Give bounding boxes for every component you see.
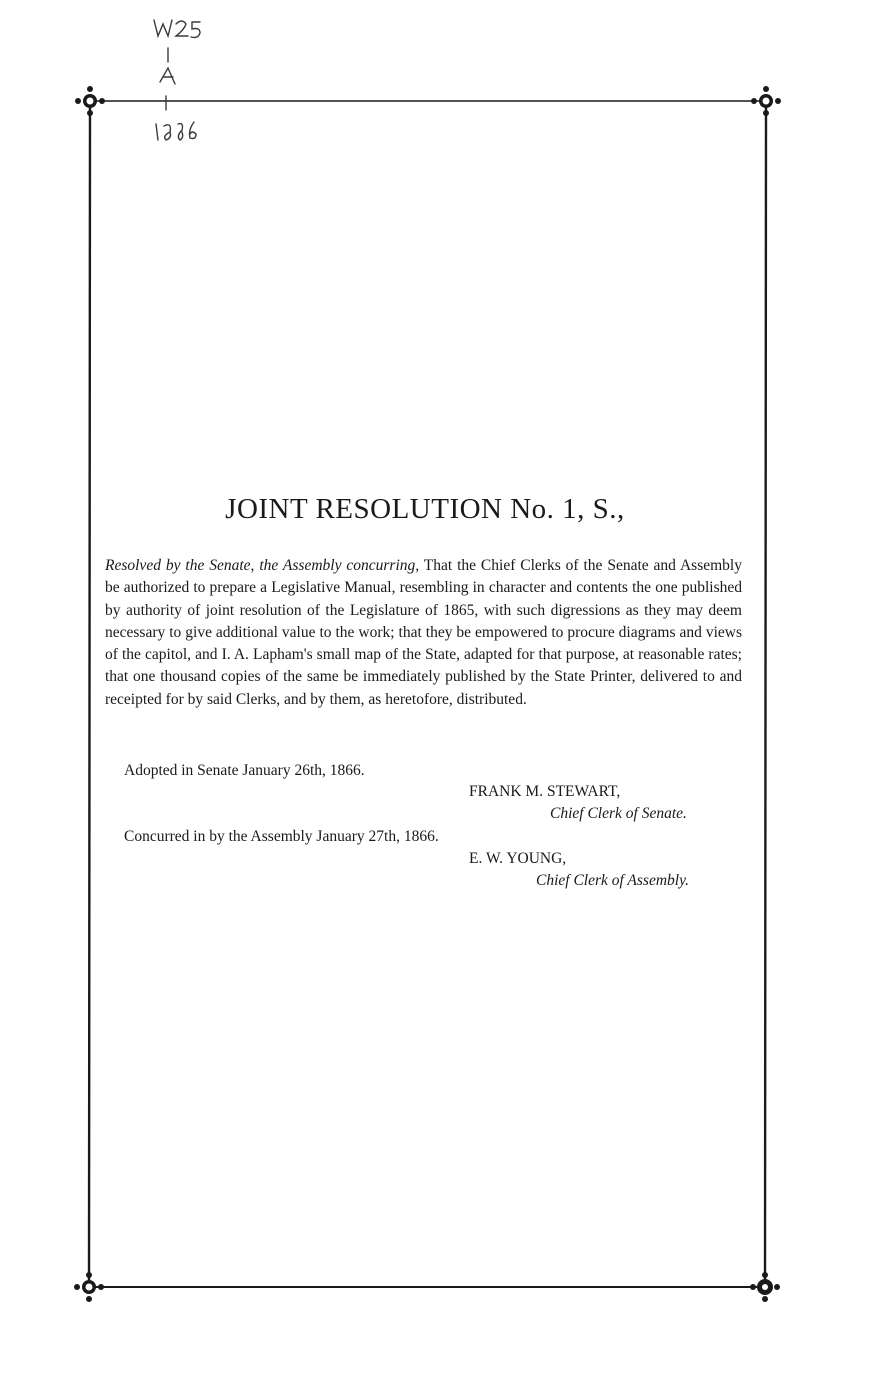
assembly-clerk-title: Chief Clerk of Assembly. xyxy=(536,872,689,889)
senate-clerk-title: Chief Clerk of Senate. xyxy=(550,805,687,822)
corner-ornament-bottom-left xyxy=(74,1272,104,1302)
assembly-concurrence-line: Concurred in by the Assembly January 27th, 1866. xyxy=(124,828,439,845)
resolution-body xyxy=(105,555,742,711)
handwritten-call-number xyxy=(148,12,238,142)
senate-clerk-name: FRANK M. STEWART, xyxy=(469,783,621,800)
corner-ornament-top-right xyxy=(751,86,781,116)
resolution-lead: Resolved by the Senate, the Assembly concurring, xyxy=(105,557,420,574)
corner-ornament-bottom-right xyxy=(750,1272,780,1302)
assembly-clerk-name: E. W. YOUNG, xyxy=(469,850,567,867)
corner-ornament-top-left xyxy=(75,86,105,116)
resolution-title: JOINT RESOLUTION No. 1, S., xyxy=(225,493,625,525)
resolution-text: That the Chief Clerks of the Senate and Assembly be authorized to prepare a Legislative Manual, resembling in character and contents the one published by authority of joint resolution of the Legislature of 1865, with such digressions as they may deem necessary to give additional value to the work; that they be empowered to procure diagrams and views of the capitol, and I. A. Lapham's small map of the State, adapted for that purpose, at reasonable rates; that one thousand copies of the same be immediately published by the State Printer, delivered to and receipted for by said Clerks, and by them, as heretofore, distributed. xyxy=(105,557,742,708)
senate-adoption-line: Adopted in Senate January 26th, 1866. xyxy=(124,762,365,779)
